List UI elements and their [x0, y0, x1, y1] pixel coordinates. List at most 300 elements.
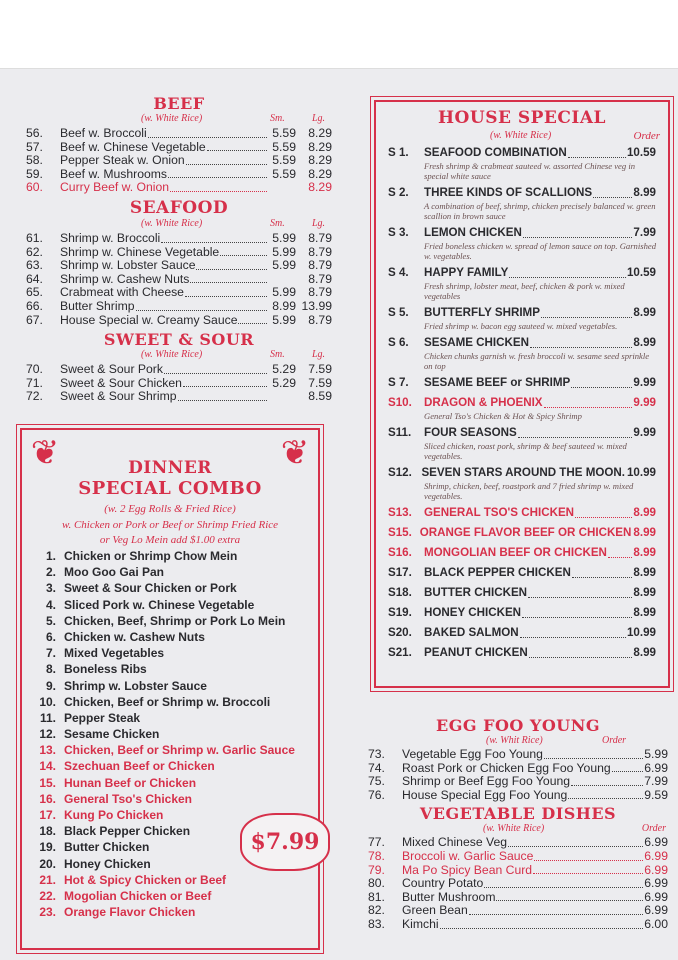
item-number: S12.	[388, 466, 412, 479]
item-name: Beef w. Broccoli	[60, 126, 147, 140]
combo-item	[22, 710, 318, 726]
dot-leader	[572, 577, 633, 578]
item-number: S 5.	[388, 306, 409, 319]
item-price: 9.99	[633, 376, 656, 389]
menu-item	[26, 390, 332, 404]
item-number: 21.	[39, 872, 56, 887]
item-price: 8.99	[633, 306, 656, 319]
item-price: 8.99	[633, 526, 656, 539]
dot-leader	[533, 873, 643, 874]
combo-item	[22, 872, 318, 888]
item-number: 75.	[368, 774, 385, 789]
small-price: 5.59	[272, 153, 296, 168]
small-price: 8.99	[272, 298, 296, 313]
combo-item	[22, 791, 318, 807]
item-name: Shrimp w. Cashew Nuts	[60, 271, 190, 286]
dot-leader	[523, 237, 633, 238]
item-name: Boneless Ribs	[64, 662, 147, 677]
item-number: 17.	[39, 808, 56, 822]
small-header: Sm.	[270, 349, 285, 360]
item-name: Chicken, Beef, Shrimp or Pork Lo Mein	[64, 613, 286, 628]
dot-leader	[575, 517, 632, 518]
dot-leader	[440, 928, 644, 929]
dot-leader	[186, 164, 267, 165]
item-name: Sweet & Sour Chicken or Pork	[64, 581, 237, 596]
small-price: 5.29	[272, 375, 296, 390]
item-price: 6.99	[644, 760, 668, 775]
item-name: Crabmeat with Cheese	[60, 285, 184, 300]
sweet-sour-section	[26, 330, 332, 404]
large-price: 8.79	[308, 231, 332, 245]
combo-item	[22, 629, 318, 645]
section-subtitle: (w. White Rice)	[490, 130, 552, 141]
item-price: 10.99	[626, 626, 656, 639]
item-number: 58.	[26, 153, 43, 168]
menu-item	[26, 246, 332, 260]
item-number: S17.	[388, 566, 412, 579]
item-description: Fresh shrimp, lobster meat, beef, chicken & pork w. mixed vegetables	[424, 281, 625, 301]
dot-leader	[593, 197, 632, 198]
beef-section	[26, 94, 332, 195]
menu-item	[368, 775, 668, 789]
price-badge: $7.99	[240, 813, 330, 871]
section-title: BEEF	[153, 94, 205, 113]
item-number: 63.	[26, 258, 43, 273]
combo-item	[22, 758, 318, 774]
menu-item	[388, 424, 656, 461]
item-price: 7.99	[633, 226, 656, 239]
menu-item	[26, 154, 332, 168]
item-price: 8.99	[633, 546, 656, 559]
dot-leader	[508, 846, 643, 847]
item-name: BUTTERFLY SHRIMP	[424, 306, 540, 319]
dot-leader	[469, 914, 644, 915]
dot-leader	[608, 557, 632, 558]
item-name: SEVEN STARS AROUND THE MOON.	[421, 466, 625, 479]
menu-item	[26, 141, 332, 155]
small-price: 5.99	[272, 285, 296, 300]
dot-leader	[522, 617, 632, 618]
item-price: 9.59	[644, 787, 668, 802]
dot-leader	[190, 282, 267, 283]
menu-item	[388, 394, 656, 421]
menu-item	[368, 877, 668, 891]
item-name: FOUR SEASONS	[424, 426, 517, 439]
item-number: S 6.	[388, 336, 409, 349]
item-name: SESAME BEEF or SHRIMP	[424, 376, 571, 389]
dot-leader	[238, 323, 267, 324]
item-line	[388, 544, 656, 561]
item-list	[26, 363, 332, 404]
item-number: 70.	[26, 362, 43, 376]
item-price: 9.99	[633, 426, 656, 439]
item-name: SEAFOOD COMBINATION	[424, 146, 567, 159]
item-name: Orange Flavor Chicken	[64, 905, 196, 920]
item-name: Green Bean	[402, 903, 468, 918]
dot-leader	[529, 657, 633, 658]
item-number: 76.	[368, 787, 385, 802]
item-name: Pepper Steak	[64, 710, 141, 725]
item-line	[388, 144, 656, 161]
dot-leader	[568, 798, 643, 799]
item-name: Hunan Beef or Chicken	[64, 775, 197, 790]
menu-item	[26, 232, 332, 246]
large-header: Lg.	[312, 113, 326, 124]
large-price: 8.29	[308, 153, 332, 168]
item-name: Kimchi	[402, 916, 439, 931]
small-header: Sm.	[270, 113, 285, 124]
item-number: S 2.	[388, 186, 409, 199]
item-name: THREE KINDS OF SCALLIONS	[424, 186, 593, 199]
column-header	[368, 735, 668, 748]
menu-item	[388, 264, 656, 301]
item-line	[388, 604, 656, 621]
item-name: SESAME CHICKEN	[424, 336, 530, 349]
item-number: S20.	[388, 626, 412, 639]
item-name: Chicken, Beef or Shrimp w. Garlic Sauce	[64, 743, 295, 758]
menu-item	[388, 624, 656, 641]
item-name: Broccoli w. Garlic Sauce	[402, 848, 534, 863]
dot-leader	[571, 785, 643, 786]
small-header: Sm.	[270, 218, 285, 229]
large-price: 13.99	[301, 298, 332, 313]
large-price: 8.29	[308, 166, 332, 181]
combo-item	[22, 904, 318, 920]
item-number: 72.	[26, 389, 43, 404]
item-number: 1.	[45, 549, 56, 563]
item-price: 10.59	[626, 146, 656, 159]
item-name: Sweet & Sour Chicken	[60, 375, 182, 390]
item-description: General Tso's Chicken & Hot & Spicy Shrimp	[424, 411, 582, 421]
item-list	[26, 127, 332, 195]
item-name: Honey Chicken	[64, 856, 151, 871]
item-number: 61.	[26, 231, 43, 245]
combo-subtitle: or Veg Lo Mein add $1.00 extra	[99, 534, 241, 546]
dot-leader	[568, 157, 626, 158]
menu-item	[388, 464, 656, 501]
dot-leader	[612, 771, 644, 772]
menu-item	[388, 144, 656, 181]
menu-item	[26, 168, 332, 182]
section-title: SEAFOOD	[129, 198, 229, 218]
menu-item	[388, 374, 656, 391]
small-price: 5.29	[272, 362, 296, 376]
dot-leader	[207, 150, 267, 151]
combo-subtitle: w. Chicken or Pork or Beef or Shrimp Fried Rice	[61, 519, 279, 531]
item-description: A combination of beef, shrimp, chicken precisely balanced w. green scallion in brown sauce	[424, 201, 656, 221]
combo-title: SPECIAL COMBO	[78, 478, 262, 499]
item-name: Beef w. Chinese Vegetable	[60, 139, 206, 154]
menu-item	[368, 904, 668, 918]
item-name: Country Potato	[402, 876, 484, 891]
dot-leader	[220, 255, 267, 256]
item-name: DRAGON & PHOENIX	[424, 396, 543, 409]
menu-item	[368, 864, 668, 878]
item-name: Sliced Pork w. Chinese Vegetable	[64, 597, 255, 612]
menu-item	[368, 762, 668, 776]
item-price: 8.99	[633, 566, 656, 579]
small-price: 5.59	[272, 139, 296, 154]
dot-leader	[185, 296, 267, 297]
menu-item	[368, 836, 668, 850]
item-name: Butter Chicken	[64, 840, 150, 855]
item-name: Kung Po Chicken	[64, 808, 164, 822]
dot-leader	[484, 887, 643, 888]
dot-leader	[534, 860, 643, 861]
item-number: 65.	[26, 285, 43, 300]
item-price: 7.99	[644, 774, 668, 789]
section-subtitle: (w. Whit Rice)	[486, 735, 543, 746]
item-price: 10.59	[626, 266, 656, 279]
item-price: 6.99	[644, 903, 668, 918]
item-name: Beef w. Mushrooms	[60, 166, 168, 181]
menu-item	[388, 304, 656, 331]
item-name: Shrimp w. Lobster Sauce	[60, 258, 196, 273]
dot-leader	[518, 437, 633, 438]
item-number: 12.	[39, 727, 56, 742]
dot-leader	[170, 191, 267, 192]
item-name: Sesame Chicken	[64, 727, 160, 742]
large-price: 8.59	[308, 389, 332, 404]
large-header: Lg.	[312, 218, 326, 229]
dot-leader	[136, 310, 267, 311]
item-number: 62.	[26, 244, 43, 259]
item-number: 18.	[39, 824, 56, 839]
item-number: 5.	[45, 613, 56, 628]
item-number: S 4.	[388, 266, 409, 279]
item-number: 59.	[26, 166, 43, 181]
combo-item	[22, 678, 318, 694]
large-price: 7.59	[308, 362, 332, 376]
large-price: 7.59	[308, 375, 332, 390]
menu-item	[388, 504, 656, 521]
section-subtitle: (w. White Rice)	[141, 349, 203, 360]
item-list	[368, 836, 668, 931]
combo-subtitle: (w. 2 Egg Rolls & Fried Rice)	[104, 503, 236, 515]
item-number: 9.	[45, 678, 56, 693]
item-line	[388, 424, 656, 441]
item-name: Pepper Steak w. Onion	[60, 153, 185, 168]
item-name: BUTTER CHICKEN	[424, 586, 528, 599]
item-price: 6.99	[644, 889, 668, 904]
menu-item	[388, 334, 656, 371]
item-name: Hot & Spicy Chicken or Beef	[64, 872, 227, 887]
large-price: 8.29	[308, 126, 332, 140]
small-price: 5.59	[272, 126, 296, 140]
item-name: House Special Egg Foo Young	[402, 787, 568, 802]
menu-item	[26, 127, 332, 141]
section-title: VEGETABLE DISHES	[419, 804, 617, 824]
small-price: 5.99	[272, 312, 296, 327]
dot-leader	[196, 269, 267, 270]
dot-leader	[164, 373, 267, 374]
menu-item	[388, 644, 656, 661]
dot-leader	[178, 400, 267, 401]
item-line	[388, 624, 656, 641]
item-name: MONGOLIAN BEEF OR CHICKEN	[424, 546, 607, 559]
item-price: 6.99	[644, 848, 668, 863]
item-number: 74.	[368, 760, 385, 775]
item-number: 14.	[39, 759, 56, 774]
item-number: 73.	[368, 747, 385, 761]
item-number: S18.	[388, 586, 412, 599]
combo-item	[22, 645, 318, 661]
item-name: BLACK PEPPER CHICKEN	[424, 566, 571, 579]
item-name: Mixed Chinese Veg	[402, 835, 508, 850]
item-number: 10.	[39, 694, 56, 709]
combo-item	[22, 661, 318, 677]
item-number: S 7.	[388, 376, 409, 389]
item-number: S13.	[388, 506, 412, 519]
item-line	[388, 184, 656, 201]
combo-item	[22, 597, 318, 613]
item-number: 60.	[26, 180, 43, 195]
item-line	[388, 394, 656, 411]
menu-item	[26, 377, 332, 391]
column-header	[26, 113, 332, 127]
item-description: Fresh shrimp & crabmeat sauteed w. assorted Chinese veg in special white sauce	[424, 161, 635, 181]
item-description: Shrimp, chicken, beef, roastpork and 7 fried shrimp w. mixed vegetables.	[424, 481, 634, 501]
item-name: LEMON CHICKEN	[424, 226, 522, 239]
menu-item	[388, 524, 656, 541]
combo-item	[22, 564, 318, 580]
item-name: Chicken or Shrimp Chow Mein	[64, 549, 238, 563]
item-number: 7.	[45, 646, 56, 661]
order-header: Order	[641, 823, 666, 835]
menu-item	[368, 918, 668, 932]
item-number: 67.	[26, 312, 43, 327]
item-price: 8.99	[633, 506, 656, 519]
small-price: 5.99	[272, 244, 296, 259]
column-header	[388, 128, 660, 144]
menu-item	[26, 286, 332, 300]
item-price: 8.99	[633, 586, 656, 599]
dinner-combo-box	[20, 428, 320, 950]
item-number: S19.	[388, 606, 412, 619]
item-number: 20.	[39, 856, 56, 871]
item-number: 8.	[45, 662, 56, 677]
item-price: 5.99	[644, 747, 668, 761]
dot-leader	[541, 317, 632, 318]
item-line	[388, 584, 656, 601]
item-number: S 1.	[388, 146, 409, 159]
item-line	[388, 224, 656, 241]
dot-leader	[520, 637, 626, 638]
menu-item	[388, 604, 656, 621]
item-name: Sweet & Sour Shrimp	[60, 389, 177, 404]
item-name: House Special w. Creamy Sauce	[60, 312, 238, 327]
item-number: 11.	[39, 710, 56, 725]
item-line	[388, 374, 656, 391]
item-line	[388, 524, 656, 541]
combo-item	[22, 548, 318, 564]
item-number: 64.	[26, 271, 43, 286]
item-number: 78.	[368, 848, 385, 863]
large-price: 8.79	[308, 244, 332, 259]
item-name: BAKED SALMON	[424, 626, 519, 639]
item-price: 8.99	[633, 646, 656, 659]
item-number: 71.	[26, 375, 43, 390]
dot-leader	[496, 900, 643, 901]
large-header: Lg.	[312, 349, 326, 360]
combo-item	[22, 694, 318, 710]
large-price: 8.29	[308, 180, 332, 195]
house-special-box	[374, 100, 670, 688]
ornament-icon: ❦	[280, 434, 310, 472]
item-number: 79.	[368, 862, 385, 877]
item-line	[388, 564, 656, 581]
small-price: 5.99	[272, 231, 296, 245]
small-price: 5.99	[272, 258, 296, 273]
item-name: Black Pepper Chicken	[64, 824, 191, 839]
item-number: 56.	[26, 126, 43, 140]
item-price: 6.99	[644, 835, 668, 850]
item-number: S21.	[388, 646, 412, 659]
menu-item	[26, 300, 332, 314]
item-name: Shrimp or Beef Egg Foo Young	[402, 774, 571, 789]
item-name: Sweet & Sour Pork	[60, 362, 163, 376]
item-name: ORANGE FLAVOR BEEF OR CHICKEN	[419, 526, 632, 539]
menu-item	[26, 259, 332, 273]
item-name: Roast Pork or Chicken Egg Foo Young	[402, 760, 611, 775]
item-name: Mixed Vegetables	[64, 646, 165, 661]
column-header	[368, 823, 668, 836]
item-number: 57.	[26, 139, 43, 154]
menu-item	[368, 789, 668, 803]
item-name: HONEY CHICKEN	[424, 606, 522, 619]
item-price: 9.99	[633, 396, 656, 409]
combo-item	[22, 726, 318, 742]
menu-item	[26, 314, 332, 328]
item-price: 6.99	[644, 862, 668, 877]
item-name: Ma Po Spicy Bean Curd	[402, 862, 533, 877]
item-number: S11.	[388, 426, 412, 439]
item-number: 80.	[368, 876, 385, 891]
item-number: 82.	[368, 903, 385, 918]
item-number: S16.	[388, 546, 412, 559]
small-price: 5.59	[272, 166, 296, 181]
menu-item	[368, 850, 668, 864]
dot-leader	[528, 597, 632, 598]
large-price: 8.79	[308, 285, 332, 300]
item-price: 8.99	[633, 186, 656, 199]
dot-leader	[571, 387, 632, 388]
item-price: 8.99	[633, 336, 656, 349]
menu-item	[388, 584, 656, 601]
item-name: Butter Shrimp	[60, 298, 135, 313]
item-price: 10.99	[626, 466, 656, 479]
seafood-section	[26, 198, 332, 327]
menu-item	[26, 181, 332, 195]
item-name: Chicken, Beef or Shrimp w. Broccoli	[64, 694, 271, 709]
item-description: Fried boneless chicken w. spread of lemon sauce on top. Garnished w. vegetables.	[424, 241, 656, 261]
item-line	[388, 264, 656, 281]
section-subtitle: (w. White Rice)	[141, 113, 203, 124]
order-header: Order	[633, 130, 660, 142]
item-name: Chicken w. Cashew Nuts	[64, 629, 205, 644]
menu-item	[388, 184, 656, 221]
item-number: 16.	[39, 791, 56, 806]
item-number: S10.	[388, 396, 412, 409]
column-header	[26, 349, 332, 363]
menu-item	[26, 363, 332, 377]
item-number: 3.	[45, 581, 56, 596]
item-name: Vegetable Egg Foo Young	[402, 747, 543, 761]
item-number: S15.	[388, 526, 412, 539]
menu-item	[388, 564, 656, 581]
menu-item	[368, 748, 668, 762]
item-line	[388, 644, 656, 661]
